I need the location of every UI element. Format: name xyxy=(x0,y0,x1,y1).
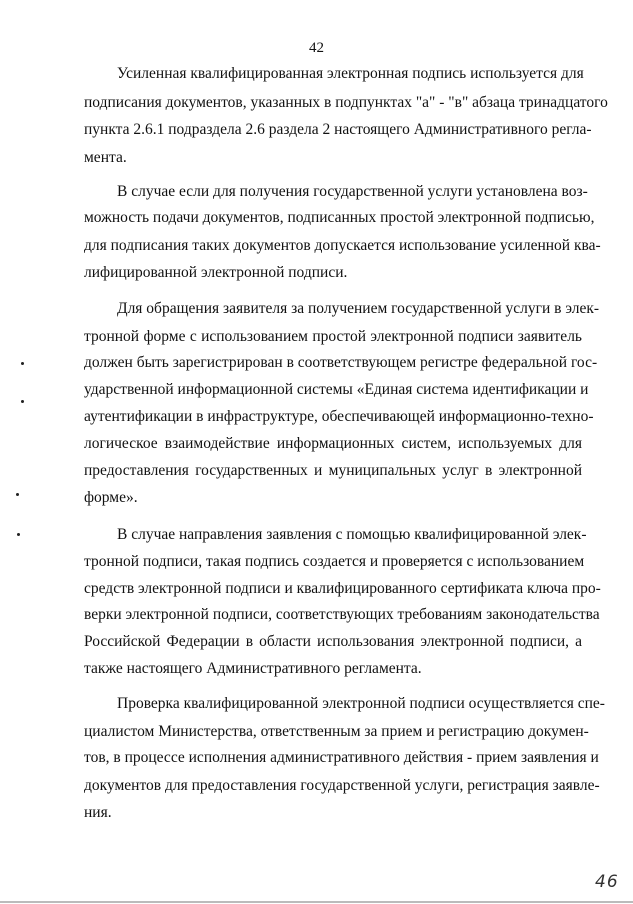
text-line: мента. xyxy=(84,149,127,166)
text-line: аутентификации в инфраструктуре, обеспечивающей информационно-техно- xyxy=(84,408,594,425)
scan-dot xyxy=(21,400,24,403)
text-line: форме». xyxy=(84,489,138,506)
page-edge xyxy=(0,901,633,903)
text-line: тов, в процессе исполнения административного действия - прием заявления и xyxy=(84,749,599,766)
text-line: должен быть зарегистрирован в соответствующем регистре федеральной гос- xyxy=(84,354,598,371)
scan-dot xyxy=(16,493,19,496)
text-line: В случае если для получения государственной услуги установлена воз- xyxy=(117,183,588,200)
text-line: для подписания таких документов допускается использование усиленной ква- xyxy=(84,237,601,254)
text-line: верки электронной подписи, соответствующих требованиям законодательства xyxy=(84,606,600,623)
text-line: Для обращения заявителя за получением государственной услуги в элек- xyxy=(117,300,600,317)
text-line: лифицированной электронной подписи. xyxy=(84,264,348,281)
handwritten-page-number: 46 xyxy=(595,872,619,892)
text-line: документов для предоставления государственной услуги, регистрация заявле- xyxy=(84,777,600,794)
text-line: Российской Федерации в области использования электронной подписи, а xyxy=(84,633,582,650)
text-line: Проверка квалифицированной электронной подписи осуществляется спе- xyxy=(117,695,605,712)
text-line: В случае направления заявления с помощью квалифицированной элек- xyxy=(117,526,587,543)
text-line: можность подачи документов, подписанных простой электронной подписью, xyxy=(84,209,595,226)
page-number: 42 xyxy=(309,40,324,56)
text-line: также настоящего Административного регламента. xyxy=(84,660,422,677)
text-line: Усиленная квалифицированная электронная подпись используется для xyxy=(117,65,584,82)
scan-dot xyxy=(17,533,20,536)
text-line: ударственной информационной системы «Единая система идентификации и xyxy=(84,381,589,398)
text-line: пункта 2.6.1 подраздела 2.6 раздела 2 настоящего Административного регла- xyxy=(84,121,592,138)
scan-dot xyxy=(21,362,24,365)
text-line: логическое взаимодействие информационных систем, используемых для xyxy=(84,435,582,452)
text-line: тронной форме с использованием простой электронной подписи заявитель xyxy=(84,328,582,345)
text-line: подписания документов, указанных в подпунктах "а" - "в" абзаца тринадцатого xyxy=(84,94,608,111)
text-line: ния. xyxy=(84,804,112,821)
text-line: средств электронной подписи и квалифицированного сертификата ключа про- xyxy=(84,580,601,597)
text-line: тронной подписи, такая подпись создается и проверяется с использованием xyxy=(84,553,585,570)
text-line: циалистом Министерства, ответственным за прием и регистрацию докумен- xyxy=(84,723,589,740)
text-line: предоставления государственных и муниципальных услуг в электронной xyxy=(84,462,582,479)
